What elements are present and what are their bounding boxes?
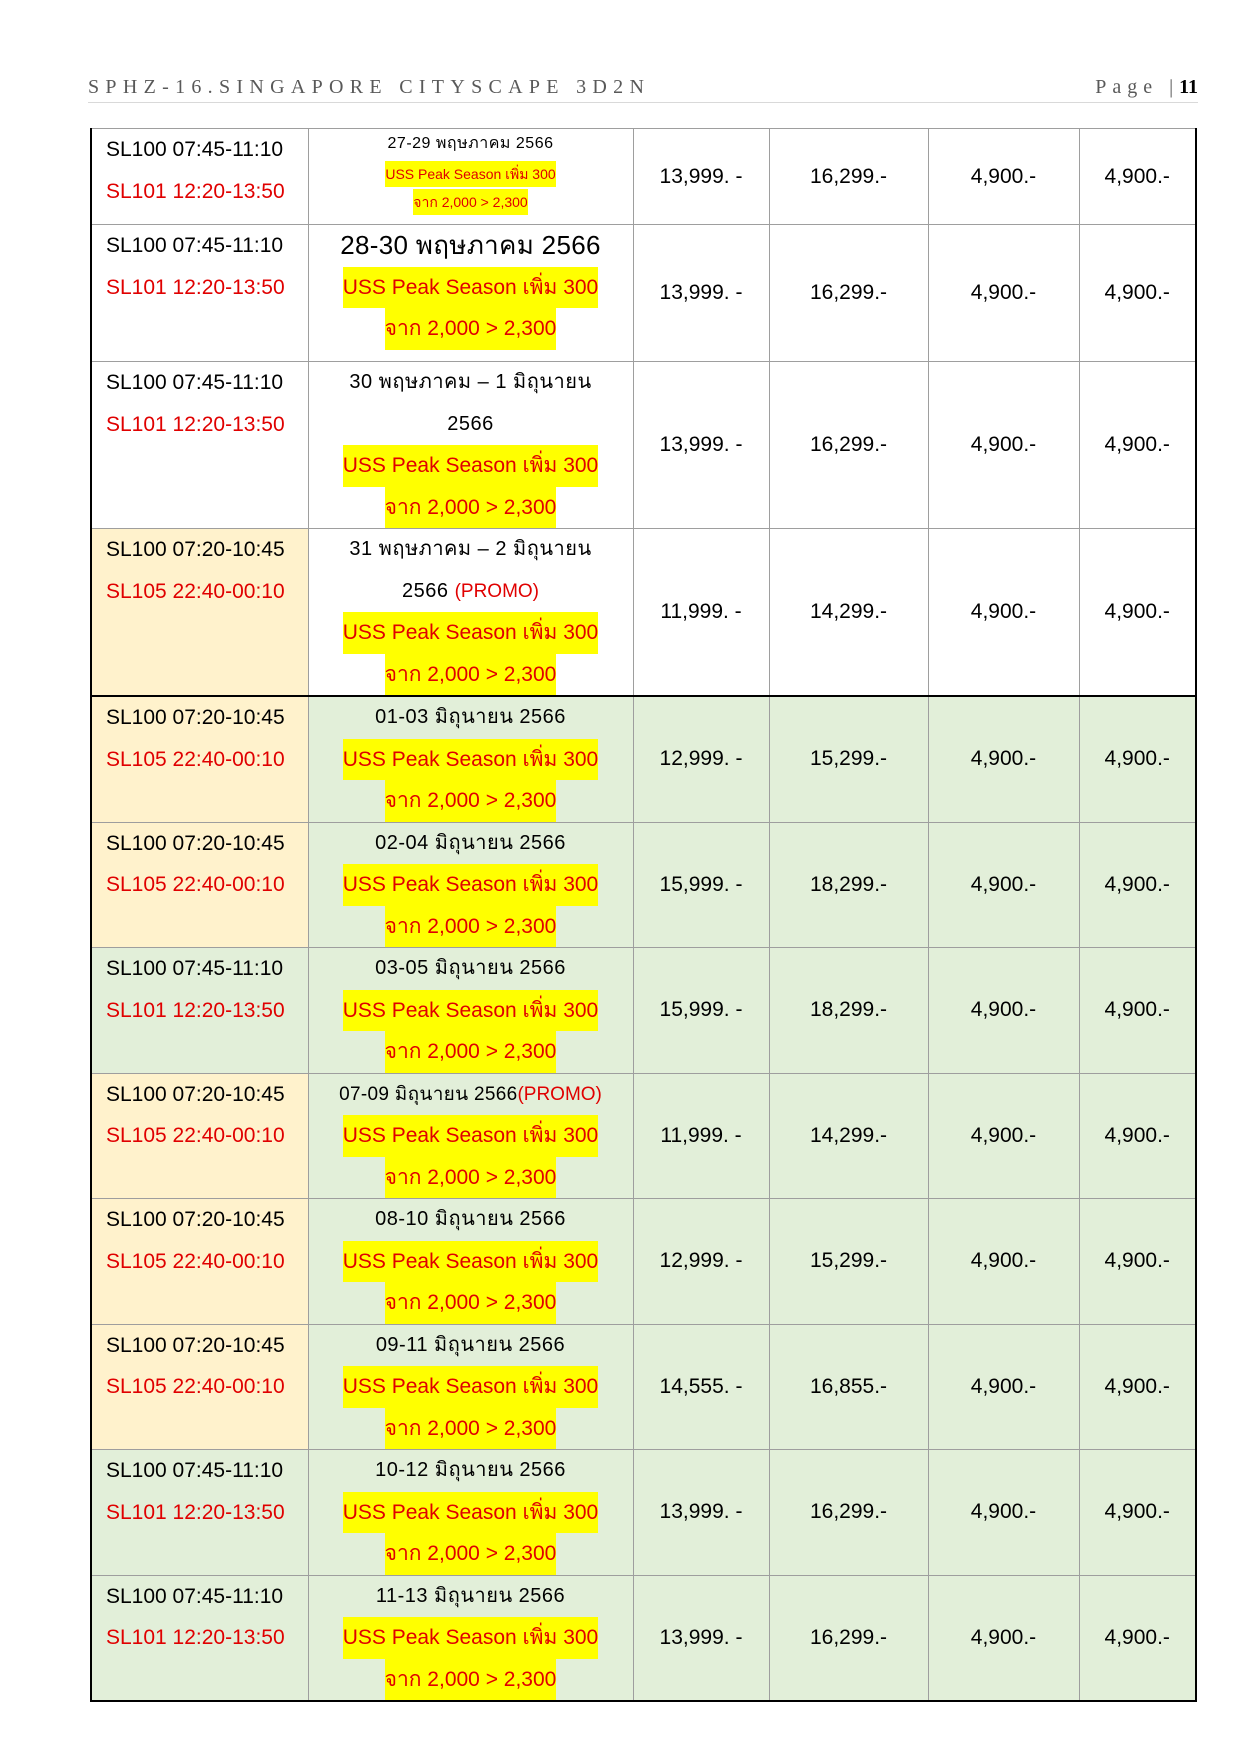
price-2: 16,299.- (769, 225, 928, 362)
flight-cell (91, 362, 308, 529)
price-3: 4,900.- (928, 822, 1079, 948)
table-row (91, 696, 1196, 822)
outbound-flight: SL100 07:45-11:10 (106, 957, 284, 980)
peak-season-note: USS Peak Season เพิ่ม 300 (343, 1366, 599, 1408)
page-label: Page | (1095, 76, 1180, 98)
price-4: 4,900.- (1079, 696, 1196, 822)
outbound-flight: SL100 07:20-10:45 (106, 1208, 285, 1231)
price-change-note: จาก 2,000 > 2,300 (385, 308, 557, 350)
outbound-flight: SL100 07:20-10:45 (106, 1082, 285, 1106)
table-row (91, 1073, 1196, 1199)
table-row (91, 822, 1196, 948)
travel-date: 01-03 มิถุนายน 2566 (375, 706, 566, 728)
price-1: 13,999. - (633, 129, 769, 225)
travel-date: 02-04 มิถุนายน 2566 (375, 831, 566, 854)
peak-season-note: USS Peak Season เพิ่ม 300 (385, 161, 555, 187)
return-flight: SL101 12:20-13:50 (106, 998, 285, 1022)
travel-date-cell (308, 225, 633, 362)
price-change-note: จาก 2,000 > 2,300 (413, 189, 527, 215)
price-1: 13,999. - (633, 362, 769, 529)
flight-cell (91, 1073, 308, 1199)
price-3: 4,900.- (928, 1073, 1079, 1199)
travel-date-year: 2566 (447, 412, 494, 435)
price-1: 15,999. - (633, 822, 769, 948)
price-2: 16,299.- (769, 1450, 928, 1576)
travel-date-cell (308, 1324, 633, 1450)
table-row (91, 225, 1196, 362)
page-number: 11 (1179, 76, 1198, 98)
flight-cell (91, 225, 308, 362)
price-change-note: จาก 2,000 > 2,300 (385, 1659, 557, 1701)
price-3: 4,900.- (928, 225, 1079, 362)
document-title: SPHZ-16.SINGAPORE CITYSCAPE 3D2N (88, 76, 651, 98)
price-1: 15,999. - (633, 948, 769, 1074)
travel-date: 11-13 มิถุนายน 2566 (375, 1584, 566, 1607)
outbound-flight: SL100 07:20-10:45 (106, 831, 285, 855)
travel-date-cell (308, 129, 633, 225)
travel-date-cell (308, 362, 633, 529)
price-2: 16,299.- (769, 1575, 928, 1701)
price-2: 14,299.- (769, 1073, 928, 1199)
price-4: 4,900.- (1079, 225, 1196, 362)
price-change-note: จาก 2,000 > 2,300 (385, 780, 557, 822)
return-flight: SL105 22:40-00:10 (106, 1375, 285, 1398)
price-change-note: จาก 2,000 > 2,300 (385, 487, 557, 529)
peak-season-note: USS Peak Season เพิ่ม 300 (343, 1617, 599, 1659)
price-change-note: จาก 2,000 > 2,300 (385, 906, 557, 948)
return-flight: SL101 12:20-13:50 (106, 412, 285, 436)
table-row (91, 1199, 1196, 1325)
price-1: 11,999. - (633, 1073, 769, 1199)
return-flight: SL101 12:20-13:50 (106, 1626, 285, 1649)
travel-date: 31 พฤษภาคม – 2 มิถุนายน (349, 538, 592, 560)
price-change-note: จาก 2,000 > 2,300 (385, 1408, 557, 1450)
price-change-note: จาก 2,000 > 2,300 (385, 654, 557, 696)
travel-date-cell (308, 529, 633, 697)
peak-season-note: USS Peak Season เพิ่ม 300 (343, 612, 599, 654)
price-3: 4,900.- (928, 1575, 1079, 1701)
travel-date-cell (308, 1073, 633, 1199)
table-row (91, 529, 1196, 697)
price-4: 4,900.- (1079, 948, 1196, 1074)
price-table (90, 128, 1197, 1702)
peak-season-note: USS Peak Season เพิ่ม 300 (343, 1241, 599, 1283)
flight-cell (91, 1450, 308, 1576)
price-2: 16,299.- (769, 362, 928, 529)
price-3: 4,900.- (928, 529, 1079, 697)
travel-date-cell (308, 696, 633, 822)
price-3: 4,900.- (928, 129, 1079, 225)
return-flight: SL105 22:40-00:10 (106, 1249, 285, 1273)
travel-date-cell (308, 948, 633, 1074)
peak-season-note: USS Peak Season เพิ่ม 300 (343, 1115, 599, 1157)
travel-date: 03-05 มิถุนายน 2566 (375, 957, 566, 979)
outbound-flight: SL100 07:45-11:10 (106, 234, 284, 257)
peak-season-note: USS Peak Season เพิ่ม 300 (343, 864, 599, 906)
price-3: 4,900.- (928, 362, 1079, 529)
outbound-flight: SL100 07:20-10:45 (106, 1333, 285, 1357)
price-1: 12,999. - (633, 1199, 769, 1325)
price-4: 4,900.- (1079, 1073, 1196, 1199)
price-1: 13,999. - (633, 1450, 769, 1576)
travel-date: 09-11 มิถุนายน 2566 (375, 1333, 566, 1356)
outbound-flight: SL100 07:20-10:45 (106, 706, 285, 729)
price-2: 18,299.- (769, 822, 928, 948)
peak-season-note: USS Peak Season เพิ่ม 300 (343, 267, 599, 309)
price-3: 4,900.- (928, 1450, 1079, 1576)
price-4: 4,900.- (1079, 529, 1196, 697)
travel-date: 30 พฤษภาคม – 1 มิถุนายน (349, 371, 592, 393)
price-1: 13,999. - (633, 225, 769, 362)
price-2: 14,299.- (769, 529, 928, 697)
price-2: 16,855.- (769, 1324, 928, 1450)
flight-cell (91, 822, 308, 948)
travel-date-year: 2566 (402, 579, 455, 602)
travel-date-cell (308, 1450, 633, 1576)
price-3: 4,900.- (928, 1199, 1079, 1325)
travel-date-cell (308, 1199, 633, 1325)
table-row (91, 1575, 1196, 1701)
price-4: 4,900.- (1079, 1450, 1196, 1576)
price-4: 4,900.- (1079, 1199, 1196, 1325)
travel-date: 10-12 มิถุนายน 2566 (375, 1459, 566, 1481)
flight-cell (91, 1199, 308, 1325)
price-3: 4,900.- (928, 1324, 1079, 1450)
travel-date: 28-30 พฤษภาคม 2566 (340, 230, 601, 260)
price-2: 15,299.- (769, 1199, 928, 1325)
outbound-flight: SL100 07:45-11:10 (106, 1584, 284, 1608)
return-flight: SL105 22:40-00:10 (106, 873, 285, 896)
return-flight: SL105 22:40-00:10 (106, 1124, 285, 1147)
return-flight: SL101 12:20-13:50 (106, 275, 285, 299)
flight-cell (91, 1324, 308, 1450)
price-change-note: จาก 2,000 > 2,300 (385, 1031, 557, 1073)
return-flight: SL105 22:40-00:10 (106, 747, 285, 771)
flight-cell (91, 129, 308, 225)
price-3: 4,900.- (928, 696, 1079, 822)
page-header (88, 76, 1198, 103)
peak-season-note: USS Peak Season เพิ่ม 300 (343, 739, 599, 781)
price-2: 15,299.- (769, 696, 928, 822)
price-2: 16,299.- (769, 129, 928, 225)
table-row (91, 1324, 1196, 1450)
outbound-flight: SL100 07:45-11:10 (106, 138, 284, 161)
table-row (91, 1450, 1196, 1576)
table-row (91, 362, 1196, 529)
promo-label: (PROMO) (517, 1083, 602, 1105)
flight-cell (91, 1575, 308, 1701)
price-2: 18,299.- (769, 948, 928, 1074)
price-4: 4,900.- (1079, 1575, 1196, 1701)
price-4: 4,900.- (1079, 822, 1196, 948)
flight-cell (91, 529, 308, 697)
peak-season-note: USS Peak Season เพิ่ม 300 (343, 445, 599, 487)
outbound-flight: SL100 07:45-11:10 (106, 1459, 284, 1482)
price-1: 12,999. - (633, 696, 769, 822)
outbound-flight: SL100 07:45-11:10 (106, 371, 284, 394)
flight-cell (91, 696, 308, 822)
travel-date: 08-10 มิถุนายน 2566 (375, 1208, 566, 1230)
price-4: 4,900.- (1079, 362, 1196, 529)
travel-date-cell (308, 822, 633, 948)
return-flight: SL101 12:20-13:50 (106, 1500, 285, 1524)
price-3: 4,900.- (928, 948, 1079, 1074)
peak-season-note: USS Peak Season เพิ่ม 300 (343, 990, 599, 1032)
travel-date: 07-09 มิถุนายน 2566 (339, 1083, 518, 1105)
return-flight: SL105 22:40-00:10 (106, 579, 285, 603)
travel-date-cell (308, 1575, 633, 1701)
page-indicator (1095, 76, 1198, 99)
table-row (91, 129, 1196, 225)
price-change-note: จาก 2,000 > 2,300 (385, 1282, 557, 1324)
price-4: 4,900.- (1079, 129, 1196, 225)
price-1: 14,555. - (633, 1324, 769, 1450)
price-1: 13,999. - (633, 1575, 769, 1701)
flight-cell (91, 948, 308, 1074)
price-4: 4,900.- (1079, 1324, 1196, 1450)
price-change-note: จาก 2,000 > 2,300 (385, 1157, 557, 1199)
price-1: 11,999. - (633, 529, 769, 697)
promo-label: (PROMO) (454, 580, 539, 602)
table-row (91, 948, 1196, 1074)
price-change-note: จาก 2,000 > 2,300 (385, 1533, 557, 1575)
outbound-flight: SL100 07:20-10:45 (106, 538, 285, 561)
peak-season-note: USS Peak Season เพิ่ม 300 (343, 1492, 599, 1534)
travel-date: 27-29 พฤษภาคม 2566 (387, 135, 554, 152)
return-flight: SL101 12:20-13:50 (106, 179, 285, 203)
